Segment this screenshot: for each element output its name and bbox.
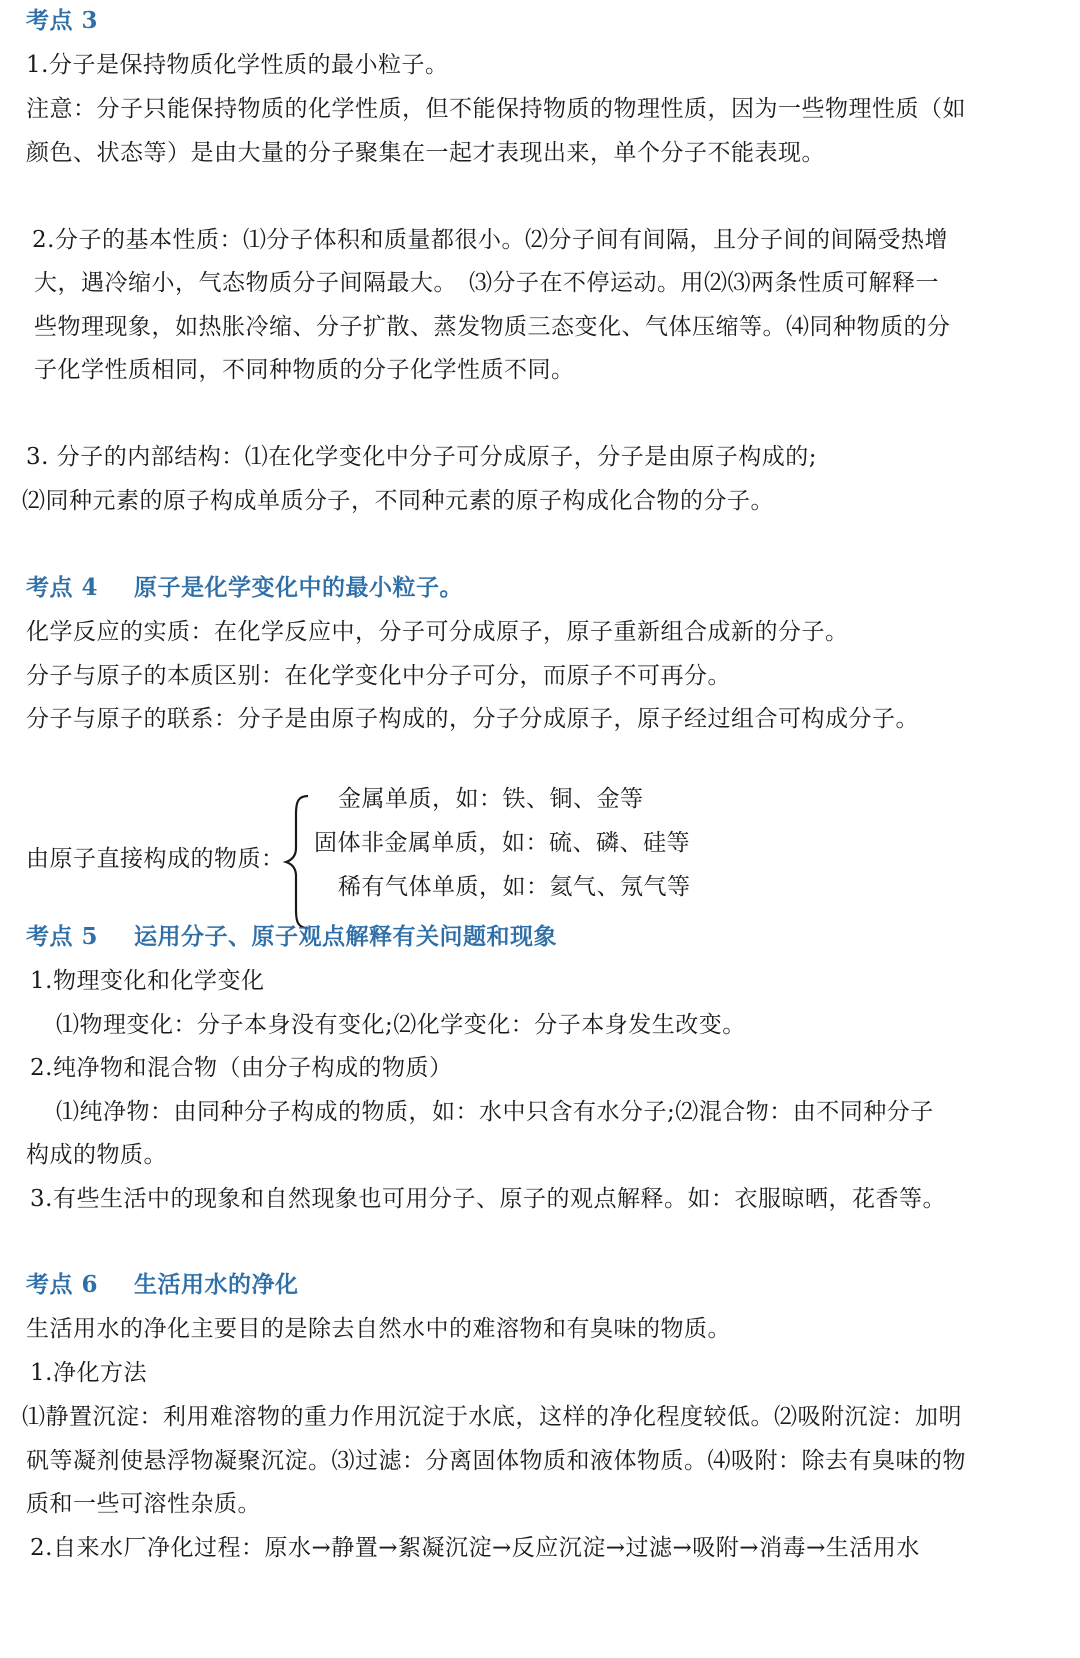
kd4-heading [26, 573, 463, 603]
kd5-line-1: 1.物理变化和化学变化 [30, 968, 265, 994]
kd3-paragraph-3-line-1: 3. 分子的内部结构：⑴在化学变化中分子可分成原子，分子是由原子构成的; [26, 444, 818, 470]
atom-substances-brace-group [26, 786, 926, 932]
kd4-heading-label: 考点 4 [26, 574, 99, 601]
kd6-line-5: 质和一些可溶性杂质。 [26, 1491, 261, 1517]
kd3-paragraph-2-line-2: 大，遇冷缩小，气态物质分子间隔最大。 ⑶分子在不停运动。用⑵⑶两条性质可解释一 [34, 270, 939, 296]
kd3-paragraph-2-line-3: 些物理现象，如热胀冷缩、分子扩散、蒸发物质三态变化、气体压缩等。⑷同种物质的分 [34, 314, 951, 340]
kd6-line-4: 矾等凝剂使悬浮物凝聚沉淀。⑶过滤：分离固体物质和液体物质。⑷吸附：除去有臭味的物 [26, 1448, 966, 1474]
kd6-heading-topic: 生活用水的净化 [134, 1271, 299, 1298]
kd4-line-3: 分子与原子的联系：分子是由原子构成的，分子分成原子，原子经过组合可构成分子。 [26, 706, 919, 732]
brace-label: 由原子直接构成的物质： [26, 846, 285, 872]
kd5-heading-label: 考点 5 [26, 923, 99, 950]
kd4-line-1: 化学反应的实质：在化学反应中，分子可分成原子，原子重新组合成新的分子。 [26, 619, 849, 645]
kd3-paragraph-1: 1.分子是保持物质化学性质的最小粒子。 [26, 52, 449, 78]
kd3-heading [26, 6, 98, 36]
kd3-paragraph-2-line-1: 2.分子的基本性质：⑴分子体积和质量都很小。⑵分子间有间隔，且分子间的间隔受热增 [32, 227, 948, 253]
kd4-line-2: 分子与原子的本质区别：在化学变化中分子可分，而原子不可再分。 [26, 663, 731, 689]
kd6-line-3: ⑴静置沉淀：利用难溶物的重力作用沉淀于水底，这样的净化程度较低。⑵吸附沉淀：加明 [22, 1404, 962, 1430]
kd3-paragraph-3-line-2: ⑵同种元素的原子构成单质分子，不同种元素的原子构成化合物的分子。 [22, 488, 774, 514]
kd6-line-2: 1.净化方法 [30, 1360, 147, 1386]
kd3-paragraph-2-line-4: 子化学性质相同，不同种物质的分子化学性质不同。 [34, 357, 575, 383]
kd5-line-4: ⑴纯净物：由同种分子构成的物质，如：水中只含有水分子;⑵混合物：由不同种分子 [56, 1099, 934, 1125]
brace-item-nonmetal: 固体非金属单质，如：硫、磷、硅等 [314, 830, 690, 856]
kd5-line-6: 3.有些生活中的现象和自然现象也可用分子、原子的观点解释。如：衣服晾晒，花香等。 [30, 1186, 946, 1212]
brace-item-metal: 金属单质，如：铁、铜、金等 [338, 786, 644, 812]
kd6-heading [26, 1270, 299, 1300]
kd3-heading-label: 考点 3 [26, 7, 99, 34]
kd6-line-6: 2.自来水厂净化过程：原水→静置→絮凝沉淀→反应沉淀→过滤→吸附→消毒→生活用水 [30, 1535, 920, 1561]
kd6-heading-label: 考点 6 [26, 1271, 99, 1298]
kd5-heading [26, 922, 557, 952]
kd5-heading-topic: 运用分子、原子观点解释有关问题和现象 [134, 923, 558, 950]
kd3-note-line-2: 颜色、状态等）是由大量的分子聚集在一起才表现出来，单个分子不能表现。 [26, 140, 825, 166]
kd3-note-line-1: 注意：分子只能保持物质的化学性质，但不能保持物质的物理性质，因为一些物理性质（如 [26, 96, 966, 122]
kd5-line-3: 2.纯净物和混合物（由分子构成的物质） [30, 1055, 453, 1081]
brace-item-noble-gas: 稀有气体单质，如：氦气、氖气等 [338, 874, 691, 900]
kd5-line-2: ⑴物理变化：分子本身没有变化;⑵化学变化：分子本身发生改变。 [56, 1012, 746, 1038]
kd6-line-1: 生活用水的净化主要目的是除去自然水中的难溶物和有臭味的物质。 [26, 1316, 731, 1342]
curly-brace-icon [282, 792, 316, 932]
kd4-heading-topic: 原子是化学变化中的最小粒子。 [134, 574, 464, 601]
kd5-line-5: 构成的物质。 [26, 1142, 167, 1168]
